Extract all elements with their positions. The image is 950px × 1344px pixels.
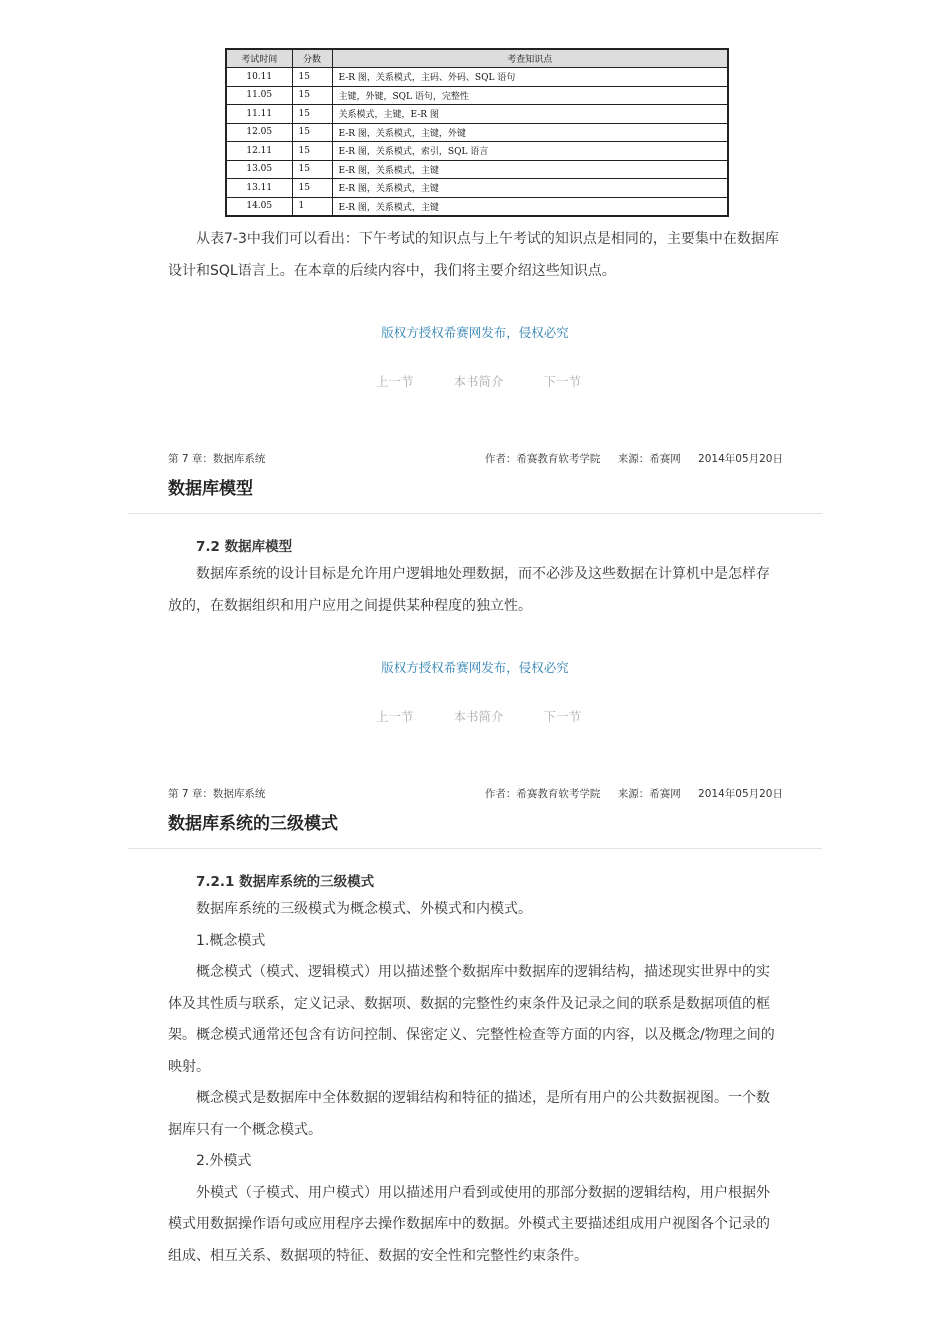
- copyright-notice: 版权方授权希赛网发布，侵权必究: [381, 325, 569, 340]
- exam-time-cell: 11.11: [226, 105, 292, 124]
- header-exam-time: 考试时间: [226, 49, 292, 68]
- section-paragraph: 数据库系统的设计目标是允许用户逻辑地处理数据，而不必涉及这些数据在计算机中是怎样存放的，在数据组织和用户应用之间提供某种程度的独立性。: [168, 566, 770, 614]
- knowledge-points-cell: 关系模式，主键，E-R 图: [332, 105, 728, 124]
- chapter-label: 第 7 章：数据库系统: [168, 788, 266, 800]
- table-row: [226, 86, 728, 105]
- divider: [128, 848, 822, 849]
- divider: [128, 513, 822, 514]
- exam-knowledge-table: [225, 48, 729, 217]
- prev-section-link[interactable]: 上一节: [376, 374, 414, 389]
- exam-time-cell: 12.05: [226, 123, 292, 142]
- knowledge-points-cell: E-R 图，关系模式，主键: [332, 179, 728, 198]
- header-score: 分数: [292, 49, 332, 68]
- next-section-link[interactable]: 下一节: [543, 374, 582, 389]
- paragraph: 外模式（子模式、用户模式）用以描述用户看到或使用的那部分数据的逻辑结构，用户根据外模式用数据操作语句或应用程序去操作数据库中的数据。外模式主要描述组成用户视图各个记录的组成、相互关系、数据项的特征、数据的安全性和完整性约束条件。: [168, 1184, 770, 1264]
- section-heading: 7.2 数据库模型: [196, 539, 293, 555]
- source: 来源：希赛网: [617, 788, 681, 800]
- knowledge-points-cell: E-R 图，关系模式，主码、外码、SQL 语句: [332, 68, 728, 87]
- paragraph: 概念模式是数据库中全体数据的逻辑结构和特征的描述，是所有用户的公共数据视图。一个数据库只有一个概念模式。: [168, 1090, 770, 1138]
- exam-time-cell: 13.11: [226, 179, 292, 198]
- subheading-concept-schema: 1.概念模式: [196, 932, 266, 949]
- section-title: 数据库模型: [168, 479, 253, 499]
- score-cell: 1: [292, 197, 332, 216]
- table-row: [226, 68, 728, 87]
- subheading-external-schema: 2.外模式: [196, 1153, 252, 1169]
- chapter-label: 第 7 章：数据库系统: [168, 453, 266, 465]
- book-intro-link[interactable]: 本书简介: [453, 374, 504, 389]
- intro-paragraph: 从表7-3中我们可以看出：下午考试的知识点与上午考试的知识点是相同的，主要集中在数据库设计和SQL语言上。在本章的后续内容中，我们将主要介绍这些知识点。: [168, 231, 779, 279]
- knowledge-points-cell: E-R 图，关系模式，索引，SQL 语言: [332, 142, 728, 161]
- table-row: [226, 160, 728, 179]
- table-row: [226, 105, 728, 124]
- score-cell: 15: [292, 86, 332, 105]
- table-row: [226, 123, 728, 142]
- table-body: [226, 68, 728, 216]
- exam-time-cell: 12.11: [226, 142, 292, 161]
- paragraph: 数据库系统的三级模式为概念模式、外模式和内模式。: [196, 901, 532, 917]
- exam-time-cell: 14.05: [226, 197, 292, 216]
- knowledge-points-cell: E-R 图，关系模式，主键，外键: [332, 123, 728, 142]
- author: 作者：希赛教育软考学院: [484, 453, 601, 465]
- table-header-row: [226, 49, 728, 68]
- table-row: [226, 179, 728, 198]
- article-meta: [471, 786, 783, 801]
- publish-date: 2014年05月20日: [698, 788, 783, 800]
- knowledge-points-cell: E-R 图，关系模式，主键: [332, 197, 728, 216]
- score-cell: 15: [292, 142, 332, 161]
- knowledge-points-cell: 主键，外键，SQL 语句，完整性: [332, 86, 728, 105]
- book-intro-link[interactable]: 本书简介: [453, 709, 504, 724]
- score-cell: 15: [292, 179, 332, 198]
- score-cell: 15: [292, 105, 332, 124]
- author: 作者：希赛教育软考学院: [484, 788, 601, 800]
- next-section-link[interactable]: 下一节: [543, 709, 582, 724]
- chapter-nav: [376, 372, 617, 390]
- table-row: [226, 197, 728, 216]
- score-cell: 15: [292, 123, 332, 142]
- section-heading: 7.2.1 数据库系统的三级模式: [196, 874, 375, 890]
- header-knowledge-points: 考查知识点: [332, 49, 728, 68]
- prev-section-link[interactable]: 上一节: [376, 709, 414, 724]
- publish-date: 2014年05月20日: [698, 453, 783, 465]
- exam-time-cell: 11.05: [226, 86, 292, 105]
- article-meta: [471, 451, 783, 466]
- copyright-notice: 版权方授权希赛网发布，侵权必究: [381, 660, 569, 675]
- section-body: [0, 894, 775, 1272]
- score-cell: 15: [292, 68, 332, 87]
- section-title: 数据库系统的三级模式: [168, 814, 338, 834]
- paragraph: 概念模式（模式、逻辑模式）用以描述整个数据库中数据库的逻辑结构，描述现实世界中的实体及其性质与联系，定义记录、数据项、数据的完整性约束条件及记录之间的联系是数据项值的框架。概念模式通常还包含有访问控制、保密定义、完整性检查等方面的内容，以及概念/物理之间的映射。: [168, 964, 775, 1075]
- score-cell: 15: [292, 160, 332, 179]
- chapter-nav: [376, 707, 617, 725]
- source: 来源：希赛网: [617, 453, 681, 465]
- exam-time-cell: 10.11: [226, 68, 292, 87]
- table-row: [226, 142, 728, 161]
- exam-time-cell: 13.05: [226, 160, 292, 179]
- knowledge-points-cell: E-R 图，关系模式，主键: [332, 160, 728, 179]
